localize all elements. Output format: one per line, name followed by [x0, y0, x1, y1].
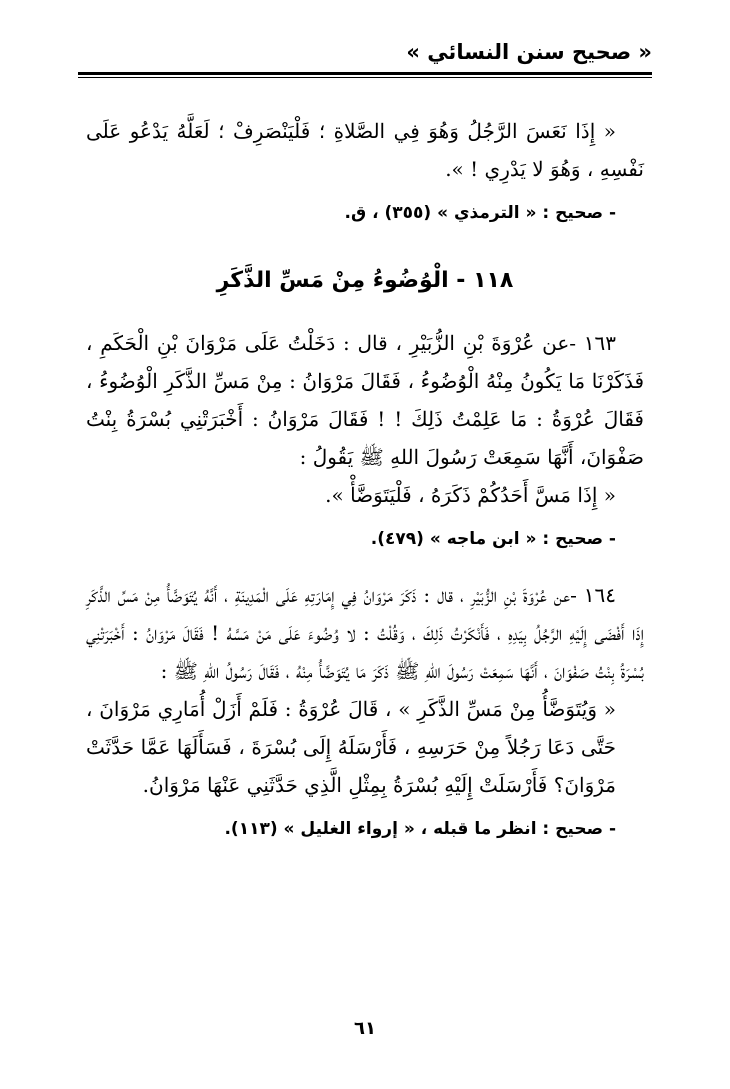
hadith-163-verdict: - صحيح : « ابن ماجه » (٤٧٩).	[370, 529, 616, 549]
verdict-line: - صحيح : « الترمذي » (٣٥٥) ، ق.	[344, 203, 616, 223]
page-header	[78, 38, 652, 78]
hadith-164-text: ١٦٤ -عن عُرْوَةَ بْنِ الزُّبَيْرِ ، قال : ذَكَرَ مَرْوَانُ فِي إِمَارَتِهِ عَلَى الْمَدِينَةِ ، أَنَّهُ يُتَوَضَّأُ مِنْ مَسِّ الذَّكَرِ إِذَا أَفْضَى إِلَيْهِ الرَّجُلُ بِيَدِهِ ، فَأَنْكَرْتُ ذَلِكَ ، وَقُلْتُ : لا وُضُوءَ عَلَى مَنْ مَسَّهُ ! فَقَالَ مَرْوَانُ : أَخْبَرَتْنِي بُسْرَةُ بِنْتُ صَفْوَانَ ، أَنَّهَا سَمِعَتْ رَسُولَ اللهِ ﷺ ذَكَرَ مَا يُتَوَضَّأُ مِنْهُ ، فَقَالَ رَسُولُ اللهِ ﷺ :	[86, 583, 644, 683]
spacer	[86, 558, 644, 576]
hadith-continuation-text: « إِذَا نَعَسَ الرَّجُلُ وَهُوَ فِي الصَّلاةِ ؛ فَلْيَنْصَرِفْ ؛ لَعَلَّهُ يَدْعُو عَلَى نَفْسِهِ ، وَهُوَ لا يَدْرِي ! ».	[86, 119, 644, 181]
page-number: ٦١	[354, 1018, 376, 1039]
page-body	[86, 112, 644, 848]
book-title: « صحيح سنن النسائي »	[406, 40, 652, 64]
hadith-163-text: ١٦٣ -عن عُرْوَةَ بْنِ الزُّبَيْرِ ، قال : دَخَلْتُ عَلَى مَرْوَانَ بْنِ الْحَكَمِ ، فَذَكَرْنَا مَا يَكُونُ مِنْهُ الْوُضُوءُ ، فَقَالَ مَرْوَانُ : مِنْ مَسِّ الذَّكَرِ الْوُضُوءُ ، فَقَالَ عُرْوَةُ : مَا عَلِمْتُ ذَلِكَ ! ! فَقَالَ مَرْوَانُ : أَخْبَرَتْنِي بُسْرَةُ بِنْتُ صَفْوَانَ، أَنَّهَا سَمِعَتْ رَسُولَ اللهِ ﷺ يَقُولُ :	[86, 331, 645, 469]
chapter-heading: ١١٨ - الْوُضُوءُ مِنْ مَسِّ الذَّكَرِ	[216, 268, 514, 293]
hadith-164-verdict: - صحيح : انظر ما قبله ، « إرواء الغليل » (١١٣).	[224, 819, 616, 839]
header-rule-thin	[78, 77, 652, 78]
header-rule-thick	[78, 72, 652, 75]
hadith-164-quote: « وَيُتَوَضَّأُ مِنْ مَسِّ الذَّكَرِ » ، قَالَ عُرْوَةُ : فَلَمْ أَزَلْ أُمَارِي مَرْوَانَ ، حَتَّى دَعَا رَجُلاً مِنْ حَرَسِهِ ، فَأَرْسَلَهُ إِلَى بُسْرَةَ ، فَسَأَلَهَا عَمَّا حَدَّثَتْ مَرْوَانَ؟ فَأَرْسَلَتْ إِلَيْهِ بُسْرَةُ بِمِثْلِ الَّذِي حَدَّثَنِي عَنْهَا مَرْوَانُ.	[86, 697, 616, 797]
hadith-163-quote: « إِذَا مَسَّ أَحَدُكُمْ ذَكَرَهُ ، فَلْيَتَوَضَّأْ ».	[325, 483, 616, 507]
